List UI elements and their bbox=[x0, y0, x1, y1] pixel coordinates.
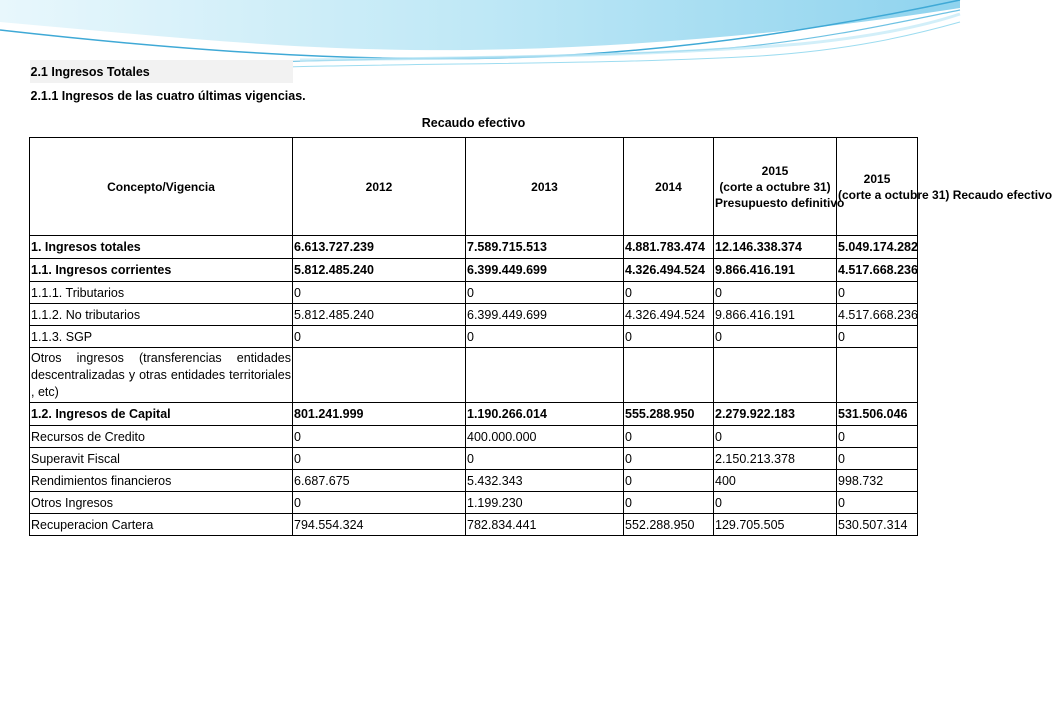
table-row bbox=[30, 448, 918, 470]
row-value-cell: 555.288.950 bbox=[624, 403, 714, 426]
row-concept-cell: Otros ingresos (transferencias entidades descentralizadas y otras entidades territoriales , etc) bbox=[30, 348, 293, 403]
row-value-cell: 2.150.213.378 bbox=[714, 448, 837, 470]
column-header-2015-recaudo: 2015 (corte a octubre 31) Recaudo efectivo bbox=[837, 138, 918, 236]
row-value-cell: 6.399.449.699 bbox=[466, 304, 624, 326]
table-row bbox=[30, 470, 918, 492]
row-value-cell: 9.866.416.191 bbox=[714, 304, 837, 326]
column-header-row bbox=[30, 138, 918, 236]
row-value-cell: 0 bbox=[466, 326, 624, 348]
row-value-cell: 531.506.046 bbox=[837, 403, 918, 426]
row-value-cell: 0 bbox=[624, 470, 714, 492]
column-header-2013: 2013 bbox=[466, 138, 624, 236]
row-value-cell: 998.732 bbox=[837, 470, 918, 492]
row-value-cell: 794.554.324 bbox=[293, 514, 466, 536]
row-value-cell: 0 bbox=[714, 282, 837, 304]
row-value-cell: 4.326.494.524 bbox=[624, 259, 714, 282]
row-concept-cell: Superavit Fiscal bbox=[30, 448, 293, 470]
row-concept-cell: Recuperacion Cartera bbox=[30, 514, 293, 536]
table-row bbox=[30, 236, 918, 259]
table-row bbox=[30, 514, 918, 536]
row-value-cell: 5.432.343 bbox=[466, 470, 624, 492]
row-concept-cell: 1.1.1. Tributarios bbox=[30, 282, 293, 304]
table-row bbox=[30, 259, 918, 282]
row-value-cell: 782.834.441 bbox=[466, 514, 624, 536]
row-value-cell bbox=[293, 348, 466, 403]
row-value-cell: 0 bbox=[624, 282, 714, 304]
row-value-cell: 4.517.668.236 bbox=[837, 304, 918, 326]
row-concept-cell: Recursos de Credito bbox=[30, 426, 293, 448]
table-row bbox=[30, 492, 918, 514]
row-value-cell: 4.326.494.524 bbox=[624, 304, 714, 326]
row-value-cell: 1.199.230 bbox=[466, 492, 624, 514]
column-header-2012: 2012 bbox=[293, 138, 466, 236]
row-value-cell: 0 bbox=[624, 492, 714, 514]
row-value-cell: 129.705.505 bbox=[714, 514, 837, 536]
row-value-cell: 0 bbox=[293, 492, 466, 514]
row-value-cell: 0 bbox=[714, 326, 837, 348]
row-value-cell: 0 bbox=[837, 448, 918, 470]
row-value-cell: 0 bbox=[293, 448, 466, 470]
row-value-cell: 6.399.449.699 bbox=[466, 259, 624, 282]
row-value-cell bbox=[714, 348, 837, 403]
column-header-2015-presupuesto: 2015 (corte a octubre 31) Presupuesto definitivo bbox=[714, 138, 837, 236]
table-row bbox=[30, 282, 918, 304]
table-row bbox=[30, 304, 918, 326]
row-value-cell bbox=[624, 348, 714, 403]
row-value-cell: 0 bbox=[466, 282, 624, 304]
row-value-cell: 0 bbox=[837, 282, 918, 304]
row-value-cell: 4.517.668.236 bbox=[837, 259, 918, 282]
group-header: Recaudo efectivo bbox=[421, 115, 526, 130]
table-row bbox=[30, 426, 918, 448]
row-value-cell: 0 bbox=[293, 426, 466, 448]
row-value-cell: 530.507.314 bbox=[837, 514, 918, 536]
subsection-title: 2.1.1 Ingresos de las cuatro últimas vigencias. bbox=[30, 88, 306, 103]
column-header-2014: 2014 bbox=[624, 138, 714, 236]
row-value-cell: 0 bbox=[466, 448, 624, 470]
row-value-cell: 400.000.000 bbox=[466, 426, 624, 448]
row-concept-cell: Otros Ingresos bbox=[30, 492, 293, 514]
section-title: 2.1 Ingresos Totales bbox=[30, 60, 293, 83]
row-concept-cell: 1.1. Ingresos corrientes bbox=[30, 259, 293, 282]
row-value-cell: 801.241.999 bbox=[293, 403, 466, 426]
row-value-cell: 6.687.675 bbox=[293, 470, 466, 492]
income-table bbox=[29, 60, 1052, 536]
row-value-cell: 0 bbox=[837, 326, 918, 348]
row-value-cell: 0 bbox=[837, 426, 918, 448]
row-concept-cell: 1.1.3. SGP bbox=[30, 326, 293, 348]
table-row bbox=[30, 403, 918, 426]
row-value-cell: 0 bbox=[293, 282, 466, 304]
row-concept-cell: 1. Ingresos totales bbox=[30, 236, 293, 259]
row-value-cell: 5.812.485.240 bbox=[293, 259, 466, 282]
row-value-cell: 6.613.727.239 bbox=[293, 236, 466, 259]
table-row bbox=[30, 348, 918, 403]
column-header-concept: Concepto/Vigencia bbox=[30, 138, 293, 236]
table-row bbox=[30, 326, 918, 348]
row-value-cell: 12.146.338.374 bbox=[714, 236, 837, 259]
row-value-cell: 0 bbox=[714, 426, 837, 448]
row-value-cell: 7.589.715.513 bbox=[466, 236, 624, 259]
row-value-cell: 0 bbox=[293, 326, 466, 348]
row-value-cell: 1.190.266.014 bbox=[466, 403, 624, 426]
row-value-cell: 0 bbox=[837, 492, 918, 514]
row-value-cell: 5.049.174.282 bbox=[837, 236, 918, 259]
row-value-cell: 0 bbox=[714, 492, 837, 514]
row-value-cell: 5.812.485.240 bbox=[293, 304, 466, 326]
row-concept-cell: 1.2. Ingresos de Capital bbox=[30, 403, 293, 426]
row-value-cell bbox=[837, 348, 918, 403]
row-value-cell: 400 bbox=[714, 470, 837, 492]
row-value-cell: 2.279.922.183 bbox=[714, 403, 837, 426]
row-value-cell: 4.881.783.474 bbox=[624, 236, 714, 259]
row-concept-cell: 1.1.2. No tributarios bbox=[30, 304, 293, 326]
row-value-cell: 0 bbox=[624, 426, 714, 448]
row-value-cell: 0 bbox=[624, 326, 714, 348]
row-value-cell: 552.288.950 bbox=[624, 514, 714, 536]
row-value-cell: 9.866.416.191 bbox=[714, 259, 837, 282]
row-value-cell bbox=[466, 348, 624, 403]
row-value-cell: 0 bbox=[624, 448, 714, 470]
row-concept-cell: Rendimientos financieros bbox=[30, 470, 293, 492]
